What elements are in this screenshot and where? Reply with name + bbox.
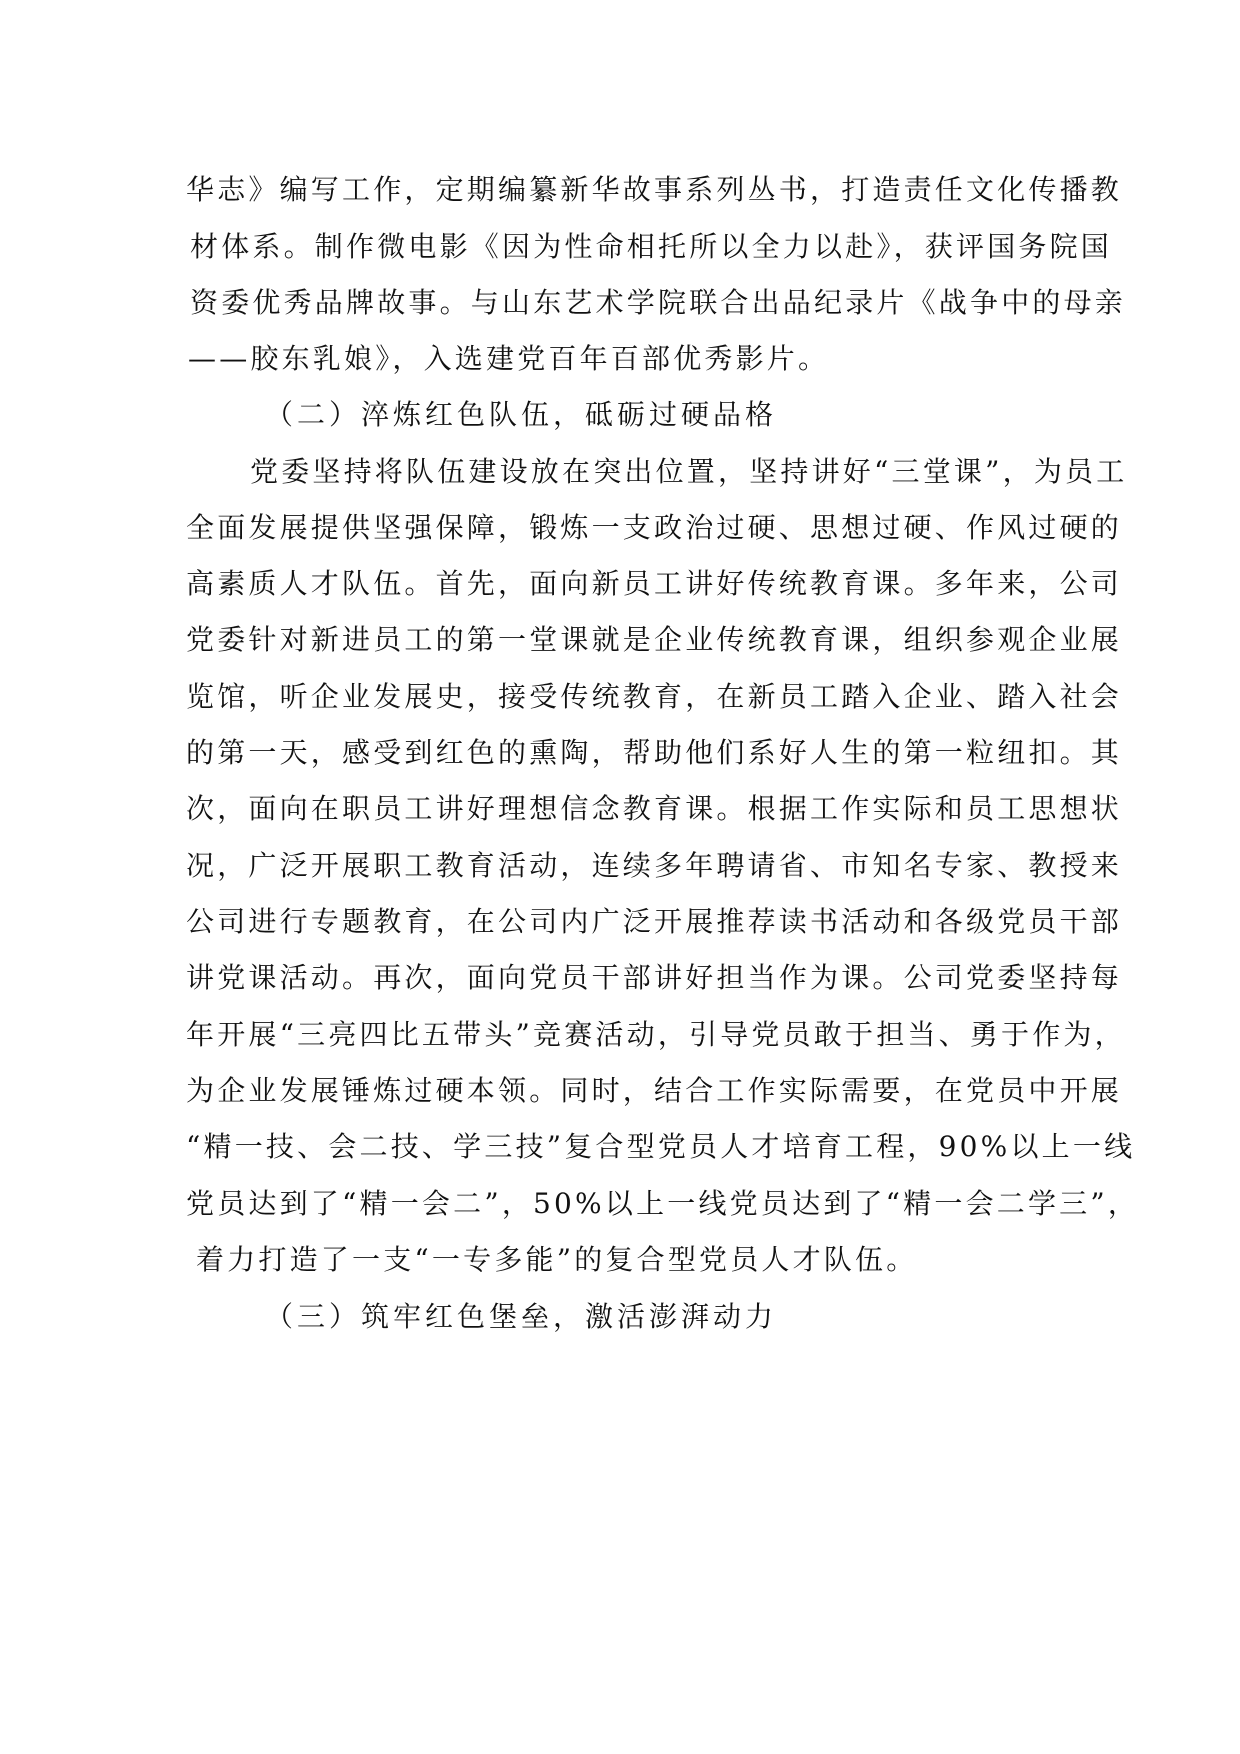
body-text-line: 的第一天，感受到红色的熏陶，帮助他们系好人生的第一粒纽扣。其 <box>186 736 1123 769</box>
body-text-line: 资委优秀品牌故事。与山东艺术学院联合出品纪录片《战争中的母亲 <box>190 286 1127 319</box>
body-text-line: 党委坚持将队伍建设放在突出位置，坚持讲好“三堂课”，为员工 <box>250 455 1128 488</box>
section-heading-3: （三）筑牢红色堡垒，激活澎湃动力 <box>265 1300 778 1333</box>
body-text-line: 高素质人才队伍。首先，面向新员工讲好传统教育课。多年来，公司 <box>186 567 1123 600</box>
body-text-line: 览馆，听企业发展史，接受传统教育，在新员工踏入企业、踏入社会 <box>186 680 1123 713</box>
body-text-line: 讲党课活动。再次，面向党员干部讲好担当作为课。公司党委坚持每 <box>186 961 1123 994</box>
body-text-line: 着力打造了一支“一专多能”的复合型党员人才队伍。 <box>196 1243 918 1276</box>
body-text-line: 况，广泛开展职工教育活动，连续多年聘请省、市知名专家、教授来 <box>186 849 1123 882</box>
body-text-line: 党员达到了“精一会二”，50%以上一线党员达到了“精一会二学三”， <box>186 1187 1140 1220</box>
body-text-line: 公司进行专题教育，在公司内广泛开展推荐读书活动和各级党员干部 <box>186 905 1123 938</box>
body-text-line: 年开展“三亮四比五带头”竞赛活动，引导党员敢于担当、勇于作为， <box>186 1018 1126 1051</box>
body-text-line: 为企业发展锤炼过硬本领。同时，结合工作实际需要，在党员中开展 <box>186 1074 1123 1107</box>
body-text-line: 华志》编写工作，定期编纂新华故事系列丛书，打造责任文化传播教 <box>186 173 1123 206</box>
body-text-line: 次，面向在职员工讲好理想信念教育课。根据工作实际和员工思想状 <box>186 792 1123 825</box>
body-text-line: ——胶东乳娘》，入选建党百年百部优秀影片。 <box>188 342 830 375</box>
body-text-line: 材体系。制作微电影《因为性命相托所以全力以赴》，获评国务院国 <box>190 230 1113 263</box>
body-text-line: “精一技、会二技、学三技”复合型党员人才培育工程，90%以上一线 <box>186 1130 1136 1163</box>
section-heading-2: （二）淬炼红色队伍，砥砺过硬品格 <box>265 398 778 431</box>
body-text-line: 党委针对新进员工的第一堂课就是企业传统教育课，组织参观企业展 <box>186 623 1123 656</box>
body-text-line: 全面发展提供坚强保障，锻炼一支政治过硬、思想过硬、作风过硬的 <box>186 511 1123 544</box>
